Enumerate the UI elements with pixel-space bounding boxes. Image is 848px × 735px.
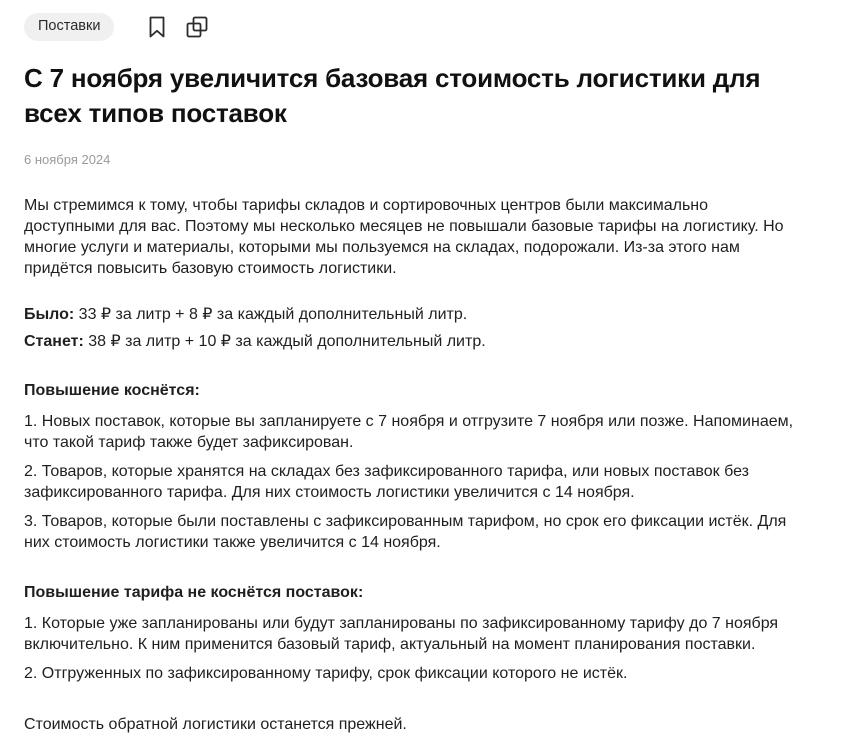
article-date: 6 ноября 2024 [24, 152, 111, 168]
article-title: С 7 ноября увеличится базовая стоимость логистики для всех типов поставок [24, 62, 761, 128]
footer-note: Стоимость обратной логистики останется прежней. [24, 715, 407, 733]
section-heading: Повышение коснётся: [24, 381, 200, 399]
copy-button[interactable] [184, 14, 210, 40]
tariff-before [24, 304, 800, 325]
tariff-comparison [24, 304, 800, 352]
list-item: 1. Новых поставок, которые вы запланируете с 7 ноября и отгрузите 7 ноября или позже. Напоминаем, что такой тариф также будет зафиксирован. [24, 412, 794, 451]
bookmark-button[interactable] [144, 14, 170, 40]
copy-icon [185, 15, 209, 39]
tariff-after-text: 38 ₽ за литр + 10 ₽ за каждый дополнительный литр. [83, 332, 486, 350]
tariff-after-label: Станет: [24, 332, 84, 350]
list-item: 2. Отгруженных по зафиксированному тарифу, срок фиксации которого не истёк. [24, 664, 628, 682]
intro-paragraph: Мы стремимся к тому, чтобы тарифы складов и сортировочных центров были максимально доступными для вас. Поэтому мы несколько месяцев не повышали базовые тарифы на логистику. Но многие услуги и материалы, которыми мы пользуемся на складах, подорожали. Из-за этого нам придётся повысить базовую стоимость логистики. [24, 197, 784, 278]
top-toolbar [24, 13, 800, 41]
category-badge[interactable]: Поставки [24, 13, 114, 41]
list-item: 3. Товаров, которые были поставлены с зафиксированным тарифом, но срок его фиксации истёк. Для них стоимость логистики также увеличится с 14 ноября. [24, 513, 787, 552]
bookmark-icon [146, 15, 168, 39]
tariff-before-label: Было: [24, 305, 75, 323]
tariff-after [24, 331, 800, 352]
list-item: 1. Которые уже запланированы или будут запланированы по зафиксированному тарифу до 7 ноября включительно. К ним применится базовый тариф, актуальный на момент планирования поставки. [24, 614, 779, 653]
list-item: 2. Товаров, которые хранятся на складах без зафиксированного тарифа, или новых поставок без зафиксированного тарифа. Для них стоимость логистики увеличится с 14 ноября. [24, 463, 749, 502]
section-heading: Повышение тарифа не коснётся поставок: [24, 583, 364, 601]
article-actions [144, 14, 210, 40]
tariff-before-text: 33 ₽ за литр + 8 ₽ за каждый дополнительный литр. [74, 305, 468, 323]
section-increase-applies [24, 380, 800, 554]
